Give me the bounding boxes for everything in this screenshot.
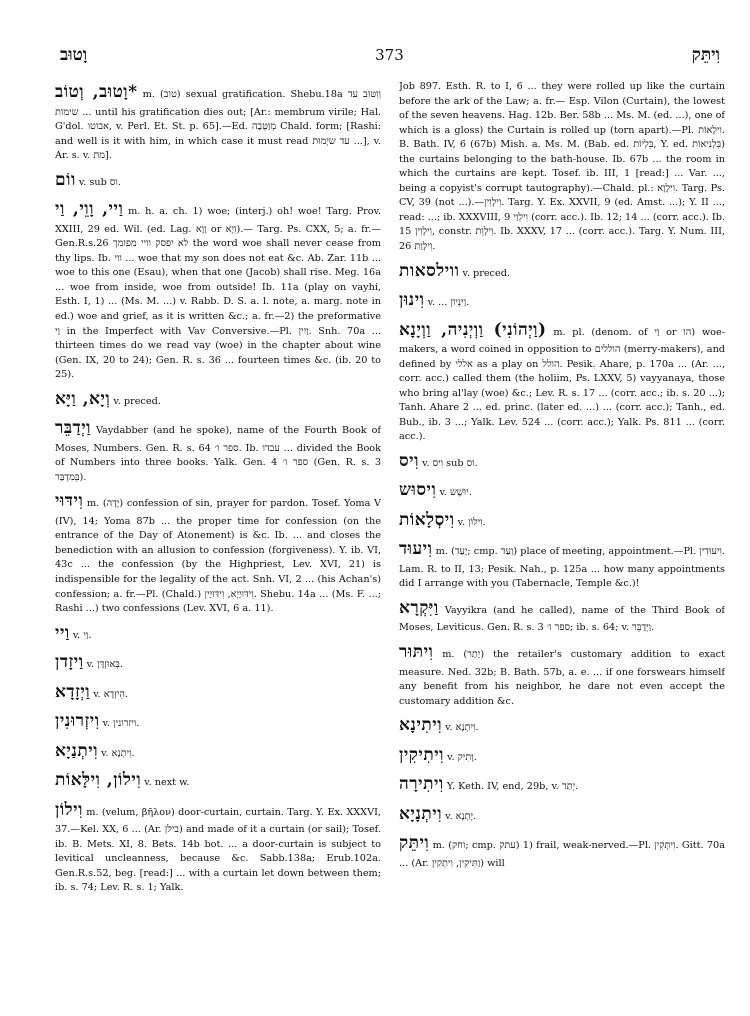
entry-headword: וִיתּוּר xyxy=(399,642,434,663)
entry-definition: v. preced. xyxy=(462,267,511,279)
entry-headword: וִיתְנָיָא xyxy=(399,803,443,824)
entry-definition: v. ... וַיִּנְיון. xyxy=(427,297,470,309)
entry-definition: v. וַי. xyxy=(72,629,92,641)
entry-headword: (וַיְהוֹנִי) וַוְיְנִיה, וַוְיָנָא xyxy=(399,319,547,340)
dictionary-entry xyxy=(399,259,725,285)
entry-definition: m. (וחק; cmp. עתק) 1) frail, weak-nerved.—Pl. וִיתְּקִין. Gitt. 70a ... (Ar. וַתִּיקִין, וִיתְקִין) will xyxy=(399,840,725,869)
dictionary-entry xyxy=(55,798,381,896)
entry-headword: וִיזְרוּנִין xyxy=(55,711,100,732)
dictionary-entry xyxy=(399,772,725,798)
dictionary-entry xyxy=(399,537,725,592)
entry-definition: v. וִיתְנָא. xyxy=(445,722,479,734)
left-guide-word: וָטוּב xyxy=(60,45,88,65)
dictionary-entry xyxy=(399,743,725,769)
entry-definition: v. preced. xyxy=(113,395,161,407)
left-column xyxy=(55,80,381,1000)
dictionary-entry xyxy=(399,596,725,636)
entry-definition: v. ויזרונין. xyxy=(102,718,140,730)
entry-headword: וַיְדַבֵּר xyxy=(55,418,92,439)
dictionary-entry xyxy=(399,640,725,709)
entry-definition: v. יוּשֶׁש. xyxy=(439,487,472,499)
entry-definition: m. (יָדָה) confession of sin, prayer for pardon. Tosef. Yoma V (IV), 14; Yoma 87b ... the proper time for confession (on the entrance of the Day of Atonement) is &c. Ib. ... and closes the benediction with an allusion to confession (forgiveness). Y. ib. VI, 43c ... the confession (by the Highpriest, Lev. XVI, 21) is indispensible for the legality of the act. Snh. VI, 2 ... (his Achan's) confession; a. fr.—Pl. (Chald.) וִידּוּיַיָא, וִידּוּיַין. Shebu. 14a ... (Ms. F. ...; Rashi ...) two confessions (Lev. XVI, 6 a. 11). xyxy=(55,498,381,615)
entry-headword: וִיס xyxy=(399,450,419,471)
entry-definition: Y. Keth. IV, end, 29b, v. יְתַר. xyxy=(446,781,579,793)
entry-headword: וַיִּקְרָא xyxy=(399,597,439,618)
entry-headword: וִיתְנַיָא xyxy=(55,740,99,761)
entry-definition: m. (velum, βῆλον) door-curtain, curtain. Targ. Y. Ex. XXXVI, 37.—Kel. XX, 6 ... (Ar. בילן) and made of it a curtain (or sail); Tosef. ib. B. Mets. XI, 8. Bets. 14b bot. ... a door-curtain is subject to levitical uncleanness, because &c. Sabb.138a; Erub.102a. Gen.R.s.52, beg. [read:] ... with a curtain let down between them; ib. s. 74; Lev. R. s. 1; Yalk. xyxy=(55,806,381,894)
dictionary-entry xyxy=(399,318,725,445)
running-header xyxy=(60,40,720,70)
entry-definition: m. h. a. ch. 1) woe; (interj.) oh! woe! Targ. Prov. XXIII, 29 ed. Wil. (ed. Lag. וָוָא or וִיָא).— Targ. Ps. CXX, 5; a. fr.—Gen.R.s.26 לא יפסק וויי מפומך the word woe shall never cease from thy lips. Ib. ווי ... woe that my son does not eat &c. Ab. Zar. 11b ... woe to this one (Esau), when that one (Jacob) shall rise. Meg. 16a ... woe from inside, woe from outside! Ib. 11a (play on vayhi, Esth. I, 1) ... (Ms. M. ...) v. Rabb. D. S. a. l. note, a. marg. note in ed.) woe and grief, as it is written &c.; a. fr.—2) the preformative וַי in the Imperfect with Vav Conversive.—Pl. וַיִין. Snh. 70a ... thirteen times do we read vay (woe) in the chapter about wine (Gen. IX, 20 to 24); Gen. R. s. 36 ... fourteen times &c. (ib. 20 to 25). xyxy=(55,206,381,381)
entry-definition: m. (טוב) sexual gratification. Shebu.18a וְוִטּוּב עד שימות ... until his gratification dies out; [Ar.: membrum virile; Hal. G'dol. אבוטו, v. Perl. Et. St. p. 65].—Ed. מְוַטְּבָה Chald. form; [Rashi: and well is it with him, in which case it must read עד שיְמוּת ...], v. Ar. s. v. מת]. xyxy=(55,89,381,162)
entry-definition: v. וִילוֹן. xyxy=(457,516,486,528)
dictionary-entry xyxy=(55,168,381,194)
dictionary-entry xyxy=(55,709,381,735)
entry-definition: m. (יָעַד; cmp. וַעַד) place of meeting, appointment.—Pl. וִיעוּדִין. Lam. R. to II, 13; Pesik. Nah., p. 125a ... how many appointments did I arrange with you (Tabernacle, Temple &c.)! xyxy=(399,546,725,590)
dictionary-entry xyxy=(55,80,381,164)
dictionary-entry xyxy=(399,831,725,871)
entry-headword: וִיתִינָא xyxy=(399,715,443,736)
entry-headword: וִיתִירָה xyxy=(399,774,444,795)
entry-definition: v. הֵיזְדָא. xyxy=(93,688,129,700)
dictionary-entry xyxy=(399,449,725,475)
entry-definition: v. וִיתְנָא. xyxy=(101,747,135,759)
dictionary-entry xyxy=(55,680,381,706)
entry-headword: וִיתֵּק xyxy=(399,833,430,854)
dictionary-entry xyxy=(399,802,725,828)
entry-definition: Vaydabber (and he spoke), name of the Fourth Book of Moses, Numbers. Gen. R. s. 64 ספר ו׳. Ib. עבדו ... divided the Book of Numbers into three books. Yalk. Gen. 4 ספר ו׳ (Gen. R. s. 3 בְּמִדְבַּר). xyxy=(55,425,381,483)
dictionary-entry xyxy=(55,197,381,383)
entry-headword: וְיָא, וַיָּא xyxy=(55,388,111,409)
entry-headword: וִיתִיקִין xyxy=(399,744,445,765)
entry-definition: v. בְּאוּזְדָּן. xyxy=(86,659,124,671)
entry-definition: v. sub וס. xyxy=(78,176,121,188)
page-number: 373 xyxy=(375,46,404,64)
entry-headword: וִיסְלָאוֹת xyxy=(399,509,455,530)
entry-headword: וַיְזָדָא xyxy=(55,681,91,702)
entry-definition: m. (יָתַר) the retailer's customary addition to exact measure. Ned. 32b; B. Bath. 57b, a. e. ... if one forswears himself any benefit from his neighbor, he dare not even accept the customary addition &c. xyxy=(399,649,725,707)
entry-headword: וִיסוּש xyxy=(399,480,437,501)
entry-definition: v. וִיס sub וס. xyxy=(422,457,478,469)
right-guide-word: וִיתֵּק xyxy=(691,45,720,65)
dictionary-entry xyxy=(55,621,381,647)
dictionary-entry xyxy=(55,416,381,485)
entry-headword: וִילוֹן, וִילָּאוֹת xyxy=(55,770,142,791)
entry-headword: וִילוֹן xyxy=(55,799,83,820)
dictionary-entry xyxy=(399,478,725,504)
entry-definition: v. יָתְנָא. xyxy=(445,810,477,822)
entry-headword: ווֹם xyxy=(55,169,76,190)
entry-headword: ווילסאות xyxy=(399,260,460,281)
dictionary-entry xyxy=(399,713,725,739)
dictionary-entry xyxy=(55,650,381,676)
dictionary-entry xyxy=(55,768,381,794)
dictionary-entry xyxy=(55,739,381,765)
entry-definition: Job 897. Esth. R. to I, 6 ... they were rolled up like the curtain before the ark of the Law; a. fr.— Esp. Vilon (Curtain), the lowest of the seven heavens. Hag. 12b. Ber. 58b ... Ms. M. (ed. ...), one of which is a gloss) the Curtain is rolled up (torn apart).—Pl. וִילָאוֹת. B. Bath. IV, 6 (67b) Mish. a. Ms. M. (Bab. ed. בִּלְיוֹת, Y. ed. בִּלְנִיאוֹת) the curtains belonging to the bath-house. Ib. 67b ... the room in which the curtains are kept. Tosef. ib. III, 1 [read:] ... Var. ..., being a copyist's corrupt tautography).—Chald. pl.: וִילָוָא. Targ. Ps. CV, 39 (not ...).—וִילָוִין. Targ. Y. Ex. XXVII, 9 (ed. Amst. ...); Y. II ..., read: ...; ib. XXXVIII, 9 וִילְוַי (corr. acc.). Ib. 12; 14 ... (corr. acc.). Ib. 15 וִילָוִין, constr. וִילָוֵת. Ib. XXXV, 17 ... (corr. acc.). Targ. Y. Num. III, 26 וִילָוַת. xyxy=(399,81,725,253)
dictionary-entry xyxy=(55,387,381,413)
entry-definition: m. pl. (denom. of וַי or הו) woe-makers, a word coined in opposition to הוללים (merry-makers), and defined by אללי as a play on הולל. Pesik. Ahare, p. 170a ... (Ar. ..., corr. acc.) called them (the holiim, Ps. LXXV, 5) vayyanaya, those who bring al'lay (woe) &c.; Lev. R. s. 17 ... (corr. acc.; ib. s. 20 ...); Tanh. Ahare 2 ... ed. princ. (later ed. ...) ... (corr. acc.); Tanh., ed. Bub., ib. 3 ...; Yalk. Lev. 524 ... (corr. acc.); Yalk. Ps. 811 ... (corr. acc.). xyxy=(399,326,725,443)
right-column xyxy=(399,80,725,1000)
entry-headword: וַיזָדן xyxy=(55,652,84,673)
dictionary-entry xyxy=(399,288,725,314)
dictionary-entry xyxy=(399,80,725,255)
entry-definition: v. וָתִיק. xyxy=(447,751,477,763)
entry-definition: Vayyikra (and he called), name of the Third Book of Moses, Leviticus. Gen. R. s. 3 ספר ו׳; ib. s. 64; v. וַיְדַבֵּר. xyxy=(399,604,725,634)
entry-headword: *וָטוּב, וְטוֹב xyxy=(55,82,138,102)
dictionary-columns xyxy=(55,80,725,1000)
dictionary-entry xyxy=(399,508,725,534)
entry-headword: וִינוּן xyxy=(399,290,425,311)
entry-headword: וַיי xyxy=(55,622,70,643)
entry-headword: וַיי, וָוֵי, וַי xyxy=(55,199,124,220)
entry-headword: וִידּוּי xyxy=(55,491,84,512)
entry-definition: v. next w. xyxy=(144,777,190,789)
dictionary-entry xyxy=(55,489,381,616)
entry-headword: וִיעוּד xyxy=(399,539,433,560)
